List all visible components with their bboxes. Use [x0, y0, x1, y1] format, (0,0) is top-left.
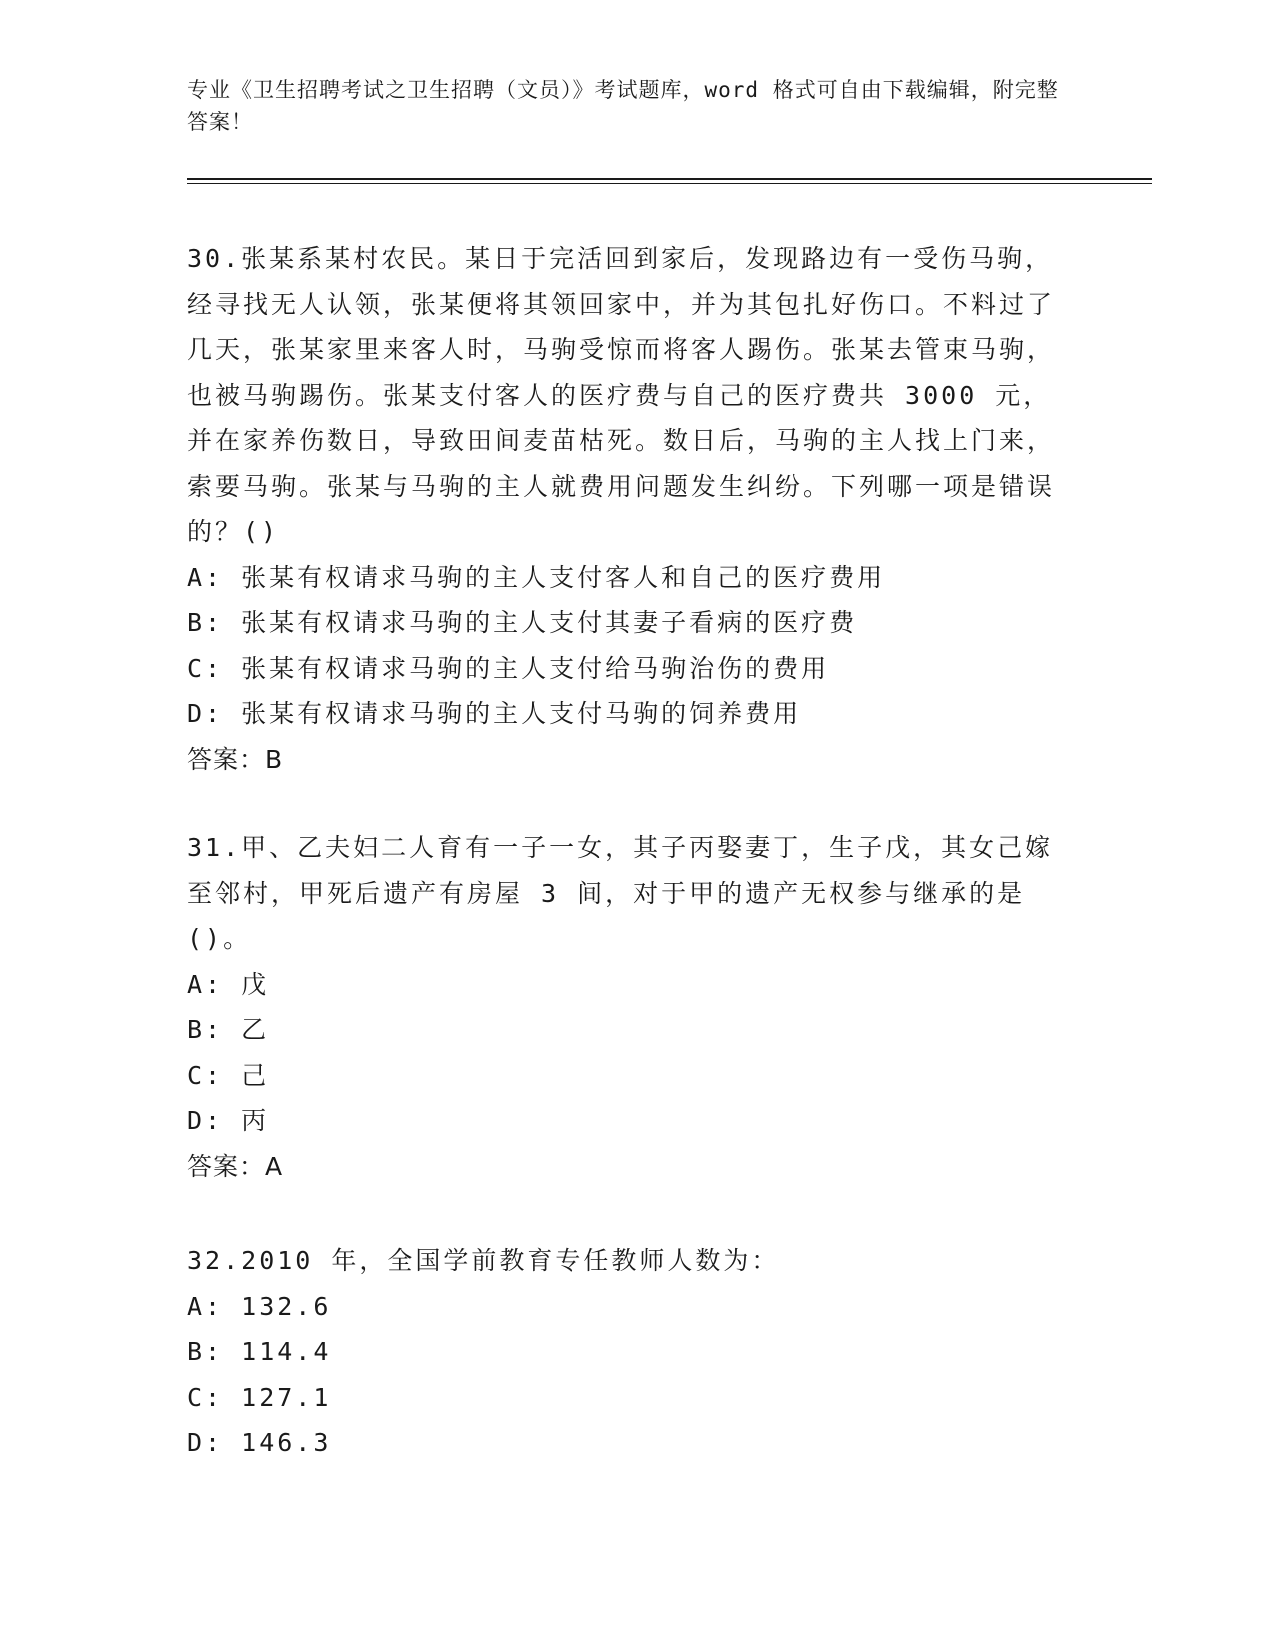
header-divider-thin	[187, 183, 1152, 184]
question-stem: 30.张某系某村农民。某日于完活回到家后，发现路边有一受伤马驹，经寻找无人认领，张某便将其领回家中，并为其包扎好伤口。不料过了几天，张某家里来客人时，马驹受惊而将客人踢伤。张某去管束马驹，也被马驹踢伤。张某支付客人的医疗费与自己的医疗费共 3000 元，并在家养伤数日，导致田间麦苗枯死。数日后，马驹的主人找上门来，索要马驹。张某与马驹的主人就费用问题发生纠纷。下列哪一项是错误的？()	[187, 244, 1056, 546]
option-a: A: 张某有权请求马驹的主人支付客人和自己的医疗费用	[187, 562, 886, 592]
question-32	[187, 1238, 1072, 1466]
document-header: 专业《卫生招聘考试之卫生招聘（文员）》考试题库，word 格式可自由下载编辑，附完整答案！	[187, 78, 1059, 134]
option-b: B: 乙	[187, 1015, 270, 1044]
option-a: A: 132.6	[187, 1291, 332, 1321]
answer: 答案：A	[187, 1151, 284, 1181]
question-stem: 31.甲、乙夫妇二人育有一子一女，其子丙娶妻丁，生子戊，其女己嫁至邻村，甲死后遗产有房屋 3 间，对于甲的遗产无权参与继承的是()。	[187, 833, 1054, 953]
option-d: D: 丙	[187, 1106, 270, 1135]
option-c: C: 张某有权请求马驹的主人支付给马驹治伤的费用	[187, 653, 830, 683]
option-d: D: 张某有权请求马驹的主人支付马驹的饲养费用	[187, 699, 802, 728]
question-30	[187, 236, 1072, 782]
option-c: C: 127.1	[187, 1382, 332, 1412]
question-31	[187, 825, 1072, 1189]
option-b: B: 张某有权请求马驹的主人支付其妻子看病的医疗费	[187, 608, 858, 637]
option-b: B: 114.4	[187, 1337, 332, 1366]
option-c: C: 己	[187, 1060, 270, 1090]
answer: 答案：B	[187, 744, 284, 774]
option-d: D: 146.3	[187, 1428, 332, 1457]
header-divider-thick	[187, 178, 1152, 180]
question-stem: 32.2010 年，全国学前教育专任教师人数为：	[187, 1246, 780, 1275]
option-a: A: 戊	[187, 969, 270, 999]
